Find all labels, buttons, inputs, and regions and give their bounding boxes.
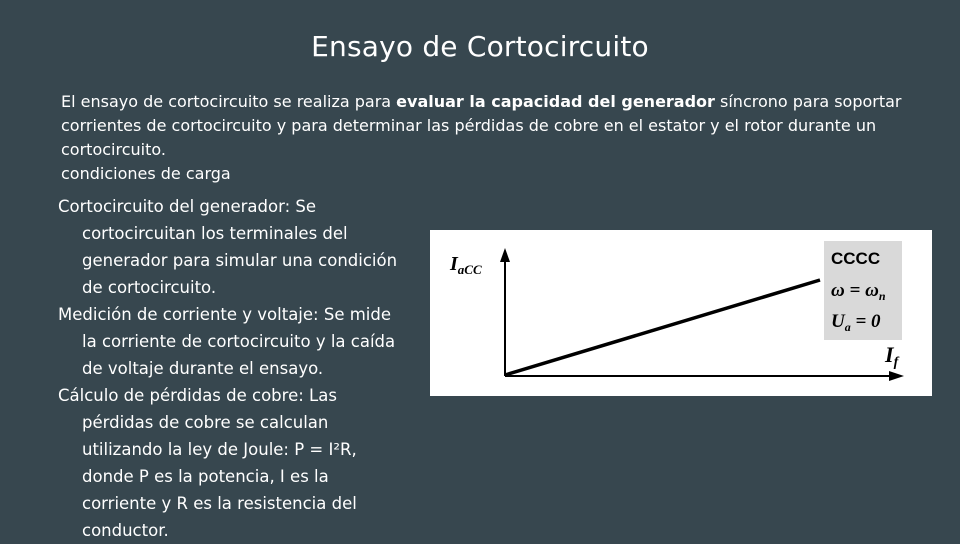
intro-extra-line: condiciones de carga xyxy=(61,164,231,183)
intro-paragraph xyxy=(61,90,911,162)
x-axis-label: If xyxy=(885,342,899,370)
intro-text-bold: evaluar la capacidad del generador xyxy=(396,92,715,111)
bullet-list xyxy=(58,193,408,544)
short-circuit-characteristic-figure xyxy=(430,230,932,396)
intro-text-end: síncrono para soportar corrientes de cortocircuito y para determinar las pérdidas de cobre en el estator y el rotor durante un cortocircuito. xyxy=(61,92,902,159)
legend-line-omega: $\omega = \omega_n$ xyxy=(831,280,886,303)
intro-text-start: El ensayo de cortocircuito se realiza para xyxy=(61,92,397,111)
legend-line-cccc: CCCC xyxy=(831,249,881,268)
bullet-item-copper-losses: Cálculo de pérdidas de cobre: Las pérdidas de cobre se calculan utilizando la ley de Joule: P = I²R, donde P es la potencia, I es la corriente y R es la resistencia del conductor. xyxy=(58,386,357,540)
slide-title: Ensayo de Cortocircuito xyxy=(311,30,649,63)
characteristic-line xyxy=(505,280,820,375)
x-axis-arrow xyxy=(889,371,904,381)
bullet-item-measurement: Medición de corriente y voltaje: Se mide la corriente de cortocircuito y la caída de voltaje durante el ensayo. xyxy=(58,305,396,378)
legend-line-voltage: $U_a = 0$ xyxy=(831,311,881,334)
characteristic-graph xyxy=(430,230,932,396)
y-axis-arrow xyxy=(500,248,510,262)
bullet-item-short-circuit: Cortocircuito del generador: Se cortocircuitan los terminales del generador para simular una condición de cortocircuito. xyxy=(58,197,398,297)
y-axis-label: $I_{aCC}$ xyxy=(450,253,482,277)
